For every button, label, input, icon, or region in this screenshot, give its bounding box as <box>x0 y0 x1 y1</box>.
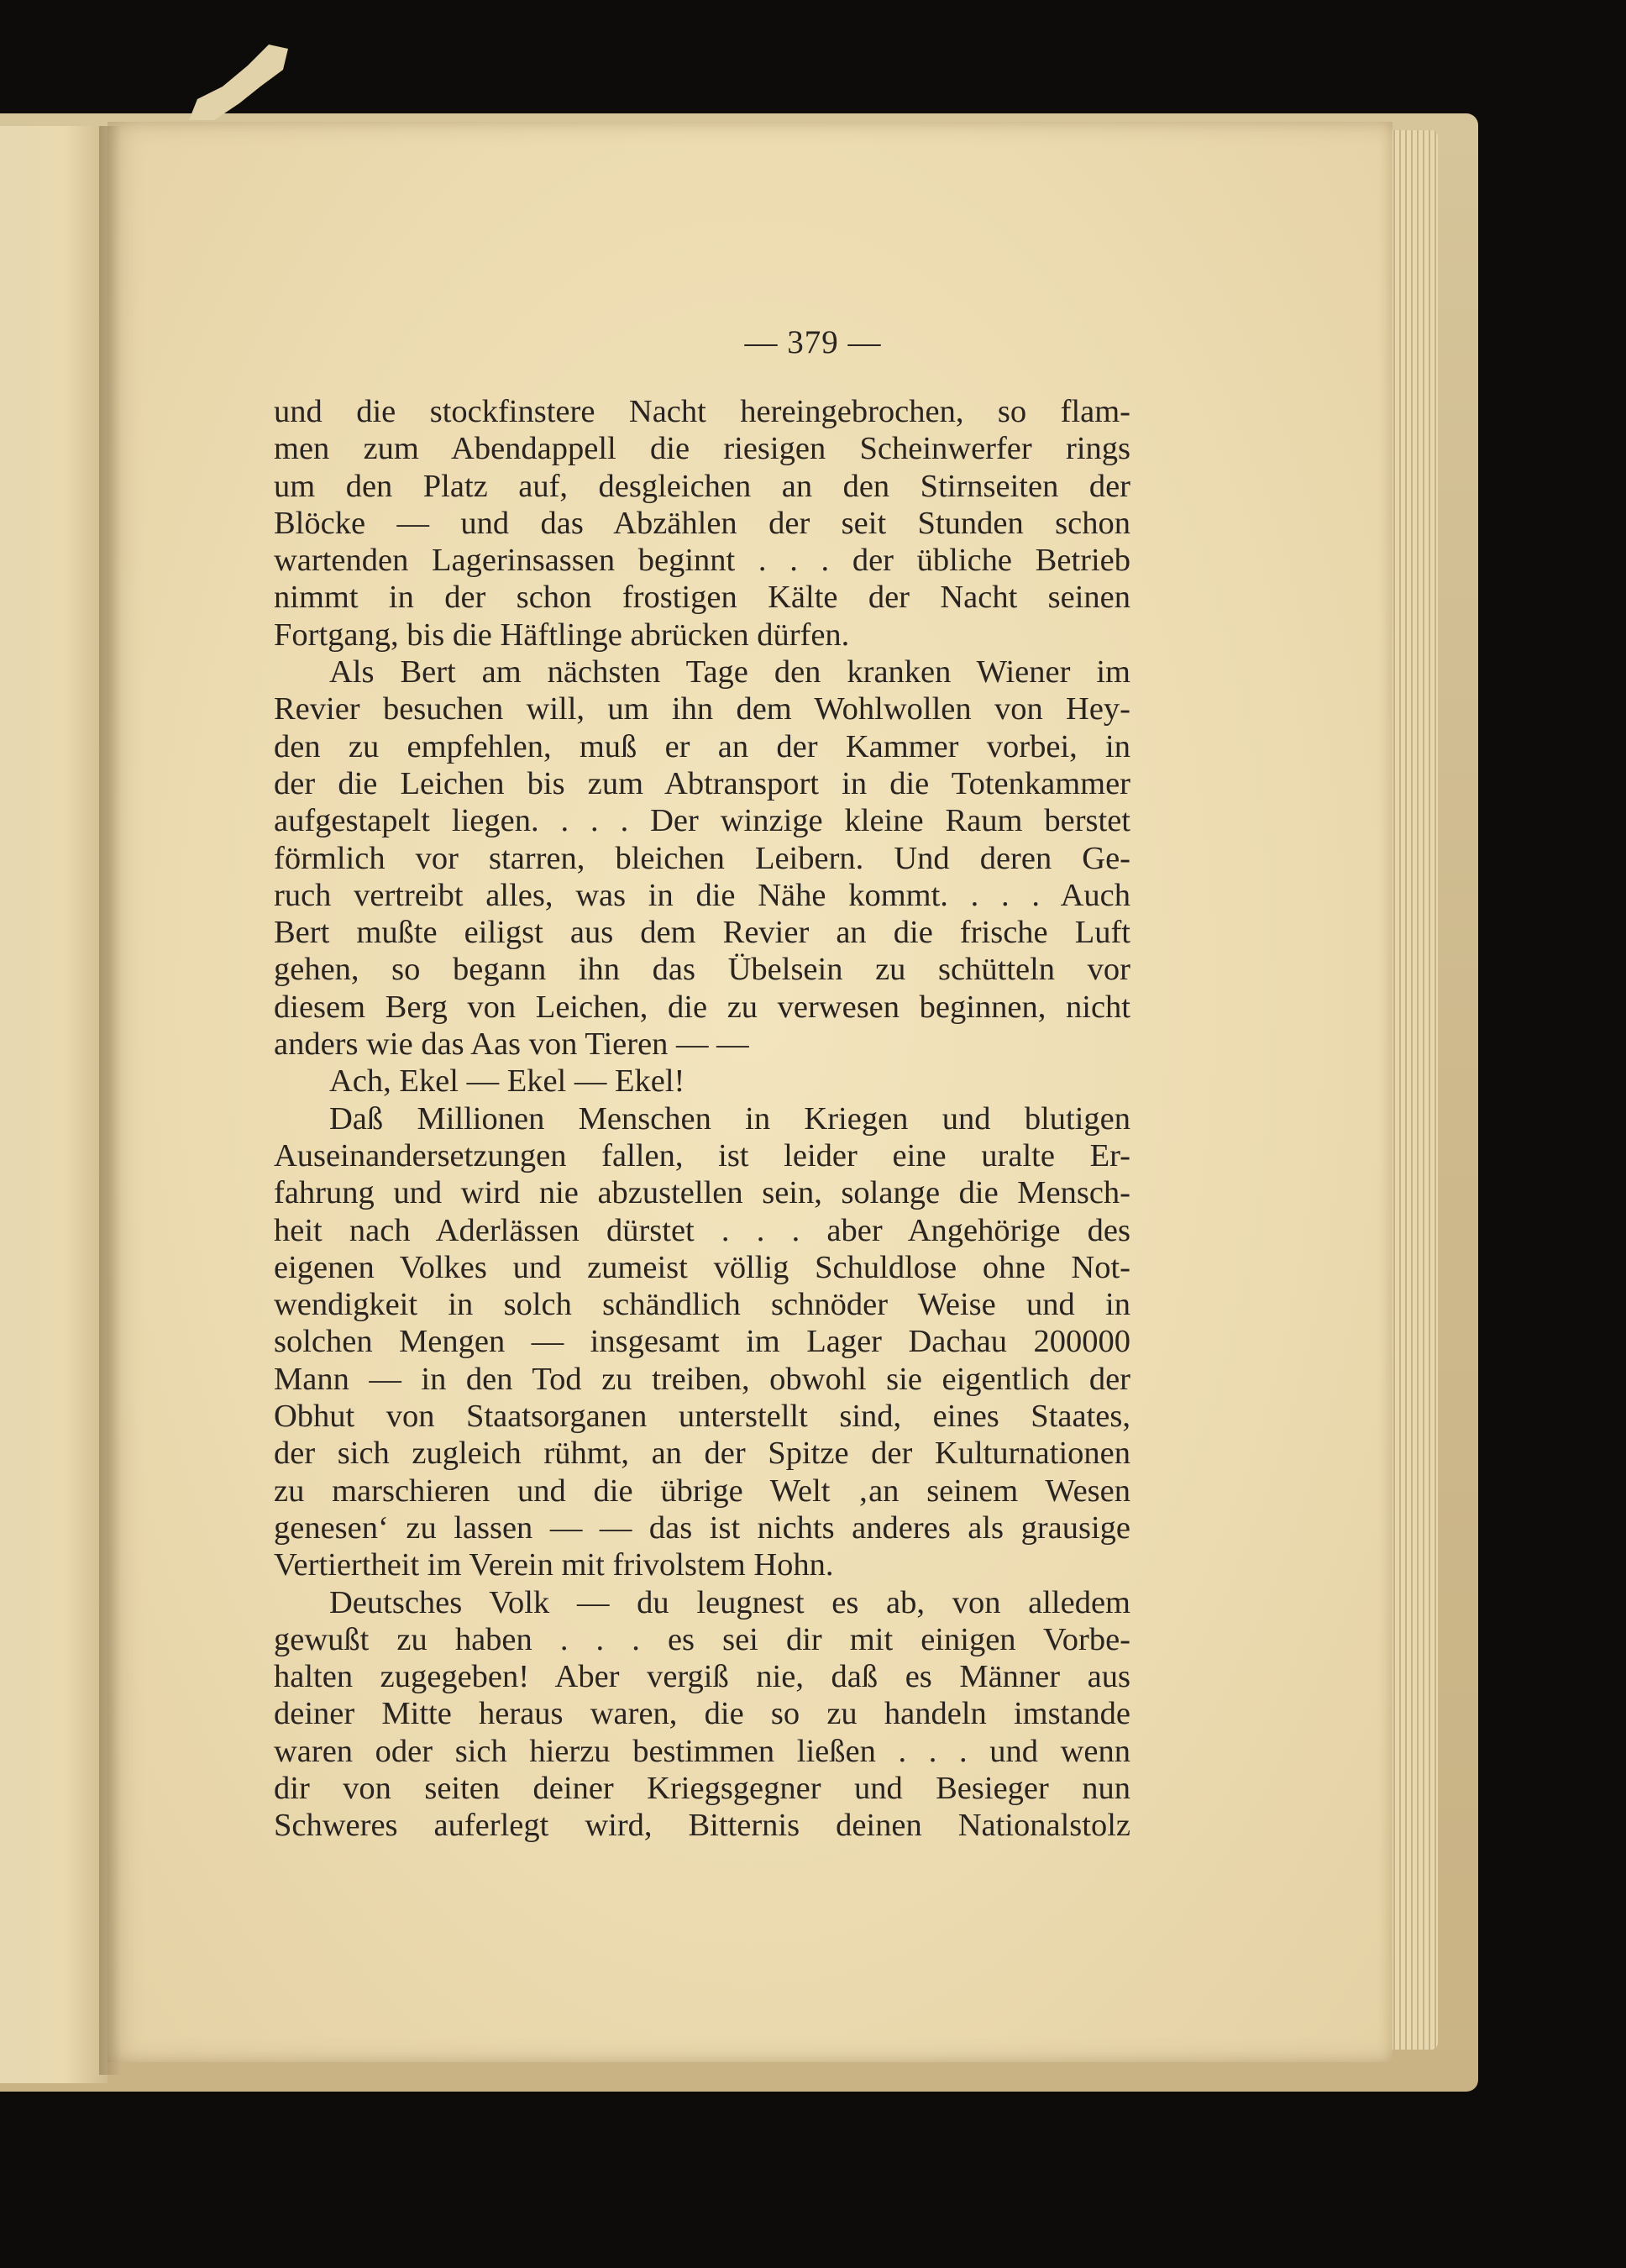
text-line: der sich zugleich rühmt, an der Spitze der Kulturnationen <box>274 1436 1130 1472</box>
text-line: Vertiertheit im Verein mit frivolstem Hohn. <box>274 1547 834 1583</box>
text-line: waren oder sich hierzu bestimmen ließen . . . und wenn <box>274 1733 1130 1769</box>
text-line: Bert mußte eiligst aus dem Revier an die frische Luft <box>274 915 1130 951</box>
text-line: förmlich vor starren, bleichen Leibern. Und deren Ge- <box>274 840 1130 876</box>
text-line: Daß Millionen Menschen in Kriegen und blutigen <box>329 1100 1130 1137</box>
text-line: Obhut von Staatsorganen unterstellt sind, eines Staates, <box>274 1399 1130 1435</box>
left-page-edge <box>0 126 108 2083</box>
text-line: ruch vertreibt alles, was in die Nähe kommt. . . . Auch <box>274 877 1130 913</box>
text-line: gehen, so begann ihn das Übelsein zu schütteln vor <box>274 952 1130 988</box>
text-line: heit nach Aderlässen dürstet . . . aber Angehörige des <box>274 1212 1130 1248</box>
text-line: Ach, Ekel — Ekel — Ekel! <box>329 1063 685 1100</box>
text-line: Fortgang, bis die Häftlinge abrücken dürfen. <box>274 617 850 653</box>
text-line: solchen Mengen — insgesamt im Lager Dachau 200000 <box>274 1324 1130 1360</box>
text-line: halten zugegeben! Aber vergiß nie, daß es Männer aus <box>274 1659 1130 1695</box>
text-line: zu marschieren und die übrige Welt ‚an seinem Wesen <box>274 1473 1130 1509</box>
text-line: Deutsches Volk — du leugnest es ab, von alledem <box>329 1584 1130 1620</box>
text-line: aufgestapelt liegen. . . . Der winzige kleine Raum berstet <box>274 803 1130 839</box>
text-line: Revier besuchen will, um ihn dem Wohlwollen von Hey- <box>274 691 1130 727</box>
text-line: anders wie das Aas von Tieren — — <box>274 1026 749 1063</box>
text-line: und die stockfinstere Nacht hereingebrochen, so flam- <box>274 394 1130 429</box>
body-text <box>274 393 1130 1845</box>
text-line: genesen‘ zu lassen — — das ist nichts anderes als grausige <box>274 1509 1130 1546</box>
text-line: wartenden Lagerinsassen beginnt . . . der übliche Betrieb <box>274 543 1130 579</box>
text-line: dir von seiten deiner Kriegsgegner und Besieger nun <box>274 1770 1130 1806</box>
text-line: fahrung und wird nie abzustellen sein, solange die Mensch- <box>274 1175 1130 1211</box>
text-line: Blöcke — und das Abzählen der seit Stunden schon <box>274 505 1130 541</box>
text-line: deiner Mitte heraus waren, die so zu handeln imstande <box>274 1696 1130 1732</box>
text-line: Schweres auferlegt wird, Bitternis deinen Nationalstolz <box>274 1808 1130 1844</box>
text-line: men zum Abendappell die riesigen Scheinwerfer rings <box>274 431 1130 467</box>
text-line: nimmt in der schon frostigen Kälte der Nacht seinen <box>274 580 1130 616</box>
gutter-shadow <box>99 126 121 2075</box>
text-line: wendigkeit in solch schändlich schnöder Weise und in <box>274 1287 1130 1323</box>
page-number: — 379 — <box>744 324 882 360</box>
text-line: eigenen Volkes und zumeist völlig Schuldlose ohne Not- <box>274 1249 1130 1285</box>
torn-page-corner <box>189 40 290 120</box>
text-line: den zu empfehlen, muß er an der Kammer vorbei, in <box>274 728 1130 764</box>
text-line: um den Platz auf, desgleichen an den Stirnseiten der <box>274 468 1130 504</box>
text-line: Als Bert am nächsten Tage den kranken Wiener im <box>329 654 1130 690</box>
text-line: der die Leichen bis zum Abtransport in die Totenkammer <box>274 765 1130 801</box>
text-line: gewußt zu haben . . . es sei dir mit einigen Vorbe- <box>274 1621 1130 1657</box>
text-line: Auseinandersetzungen fallen, ist leider eine uralte Er- <box>274 1137 1130 1173</box>
text-line: Mann — in den Tod zu treiben, obwohl sie eigentlich der <box>274 1361 1130 1397</box>
text-line: diesem Berg von Leichen, die zu verwesen beginnen, nicht <box>274 989 1130 1025</box>
